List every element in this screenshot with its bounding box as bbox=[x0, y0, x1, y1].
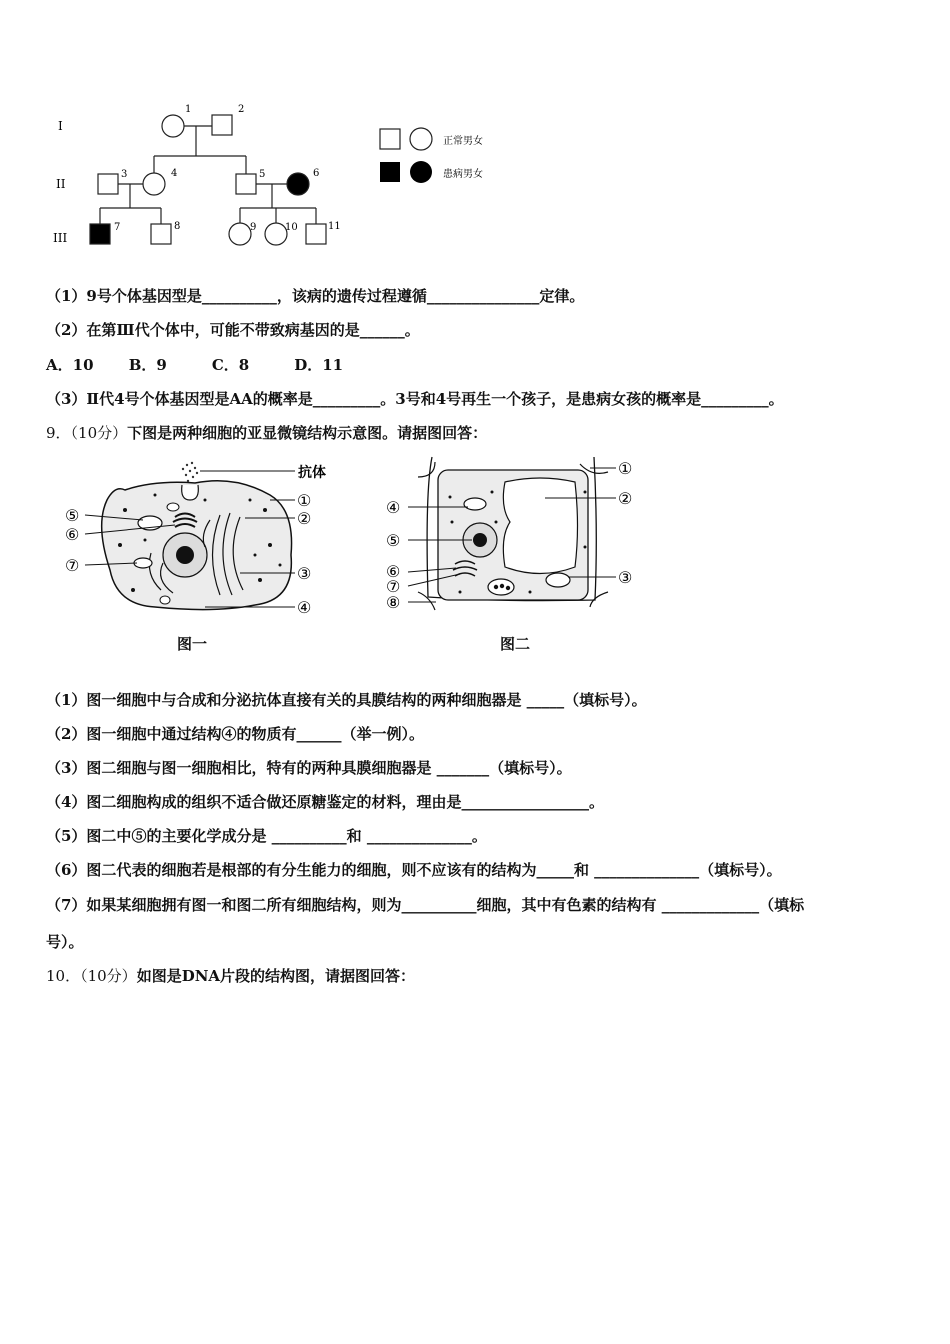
figure-1-animal-cell bbox=[55, 455, 355, 620]
male-affected-symbol bbox=[90, 224, 110, 244]
male-normal-symbol bbox=[212, 115, 232, 135]
q9-subquestion-4: （4）图二细胞构成的组织不适合做还原糖鉴定的材料，理由是_________________。 bbox=[46, 793, 604, 811]
structure-label: ③ bbox=[297, 564, 312, 583]
q10-number: 10．（10分） bbox=[46, 967, 137, 985]
member-number: 1 bbox=[185, 104, 192, 115]
structure-label: ④ bbox=[297, 598, 312, 617]
q9-subquestion-7: （7）如果某细胞拥有图一和图二所有细胞结构，则为__________细胞，其中有色素的结构有 _____________（填标 bbox=[46, 896, 805, 914]
q9-subquestion-5: （5）图二中⑤的主要化学成分是 __________和 ______________。 bbox=[46, 827, 487, 845]
legend-affected-label: 患病男女 bbox=[443, 169, 483, 180]
antibody-label: 抗体 bbox=[298, 465, 326, 481]
female-affected-symbol bbox=[410, 161, 432, 183]
member-number: 8 bbox=[174, 221, 181, 232]
q9-subquestion-7-cont: 号）。 bbox=[46, 933, 84, 951]
female-normal-symbol bbox=[162, 115, 184, 137]
male-normal-symbol bbox=[306, 224, 326, 244]
member-number: 10 bbox=[285, 222, 298, 233]
pedigree-chart bbox=[0, 90, 360, 260]
q9-subquestion-2: （2）图一细胞中通过结构④的物质有______（举一例）。 bbox=[46, 725, 424, 743]
structure-label: ① bbox=[618, 459, 633, 478]
q9-subquestion-6: （6）图二代表的细胞若是根部的有分生能力的细胞，则不应该有的结构为_____和 ______________（填标号）。 bbox=[46, 861, 782, 879]
structure-label: ③ bbox=[618, 568, 633, 587]
structure-label: ② bbox=[618, 489, 633, 508]
figure-2-caption: 图二 bbox=[500, 635, 531, 653]
q8-options: A．10 B．9 C．8 D．11 bbox=[46, 356, 344, 374]
q8-subquestion-3: （3）Ⅱ代4号个体基因型是AA的概率是_________。3号和4号再生一个孩子，是患病女孩的概率是_________。 bbox=[46, 390, 784, 408]
q9-title bbox=[46, 423, 487, 443]
member-number: 9 bbox=[250, 222, 257, 233]
q8-subquestion-1: （1）9号个体基因型是__________，该病的遗传过程遵循_______________定律。 bbox=[46, 287, 585, 305]
q9-subquestion-1: （1）图一细胞中与合成和分泌抗体直接有关的具膜结构的两种细胞器是 _____（填标号）。 bbox=[46, 691, 647, 709]
structure-label: ④ bbox=[386, 498, 401, 517]
female-normal-symbol bbox=[229, 223, 251, 245]
structure-label: ⑧ bbox=[386, 593, 401, 612]
member-number: 4 bbox=[171, 168, 178, 179]
member-number: 5 bbox=[259, 169, 266, 180]
male-affected-symbol bbox=[380, 162, 400, 182]
structure-label: ② bbox=[297, 509, 312, 528]
q10-title-text: 如图是DNA片段的结构图，请据图回答： bbox=[136, 967, 416, 985]
q10-title bbox=[46, 966, 415, 986]
male-normal-symbol bbox=[98, 174, 118, 194]
structure-label: ⑦ bbox=[386, 577, 401, 596]
structure-label: ⑦ bbox=[65, 556, 80, 575]
male-normal-symbol bbox=[236, 174, 256, 194]
structure-label: ⑥ bbox=[65, 525, 80, 544]
figure-2-plant-cell bbox=[380, 452, 650, 617]
male-normal-symbol bbox=[151, 224, 171, 244]
female-normal-symbol bbox=[410, 128, 432, 150]
female-affected-symbol bbox=[287, 173, 309, 195]
structure-label: ⑥ bbox=[386, 562, 401, 581]
structure-label: ⑤ bbox=[65, 506, 80, 525]
legend-normal-label: 正常男女 bbox=[443, 136, 483, 147]
q8-subquestion-2: （2）在第Ⅲ代个体中，可能不带致病基因的是______。 bbox=[46, 321, 420, 339]
member-number: 7 bbox=[114, 222, 121, 233]
member-number: 6 bbox=[313, 168, 320, 179]
structure-label: ① bbox=[297, 491, 312, 510]
member-number: 3 bbox=[121, 169, 128, 180]
generation-label: I bbox=[58, 119, 63, 133]
generation-label: III bbox=[53, 231, 68, 245]
member-number: 11 bbox=[328, 221, 341, 232]
member-number: 2 bbox=[238, 104, 245, 115]
female-normal-symbol bbox=[265, 223, 287, 245]
female-normal-symbol bbox=[143, 173, 165, 195]
pedigree-legend bbox=[375, 125, 525, 190]
q9-number: 9．（10分） bbox=[46, 424, 128, 442]
figure-1-caption: 图一 bbox=[177, 635, 208, 653]
q9-title-text: 下图是两种细胞的亚显微镜结构示意图。请据图回答： bbox=[127, 424, 488, 442]
male-normal-symbol bbox=[380, 129, 400, 149]
generation-label: II bbox=[56, 177, 66, 191]
structure-label: ⑤ bbox=[386, 531, 401, 550]
q9-subquestion-3: （3）图二细胞与图一细胞相比，特有的两种具膜细胞器是 _______（填标号）。 bbox=[46, 759, 572, 777]
